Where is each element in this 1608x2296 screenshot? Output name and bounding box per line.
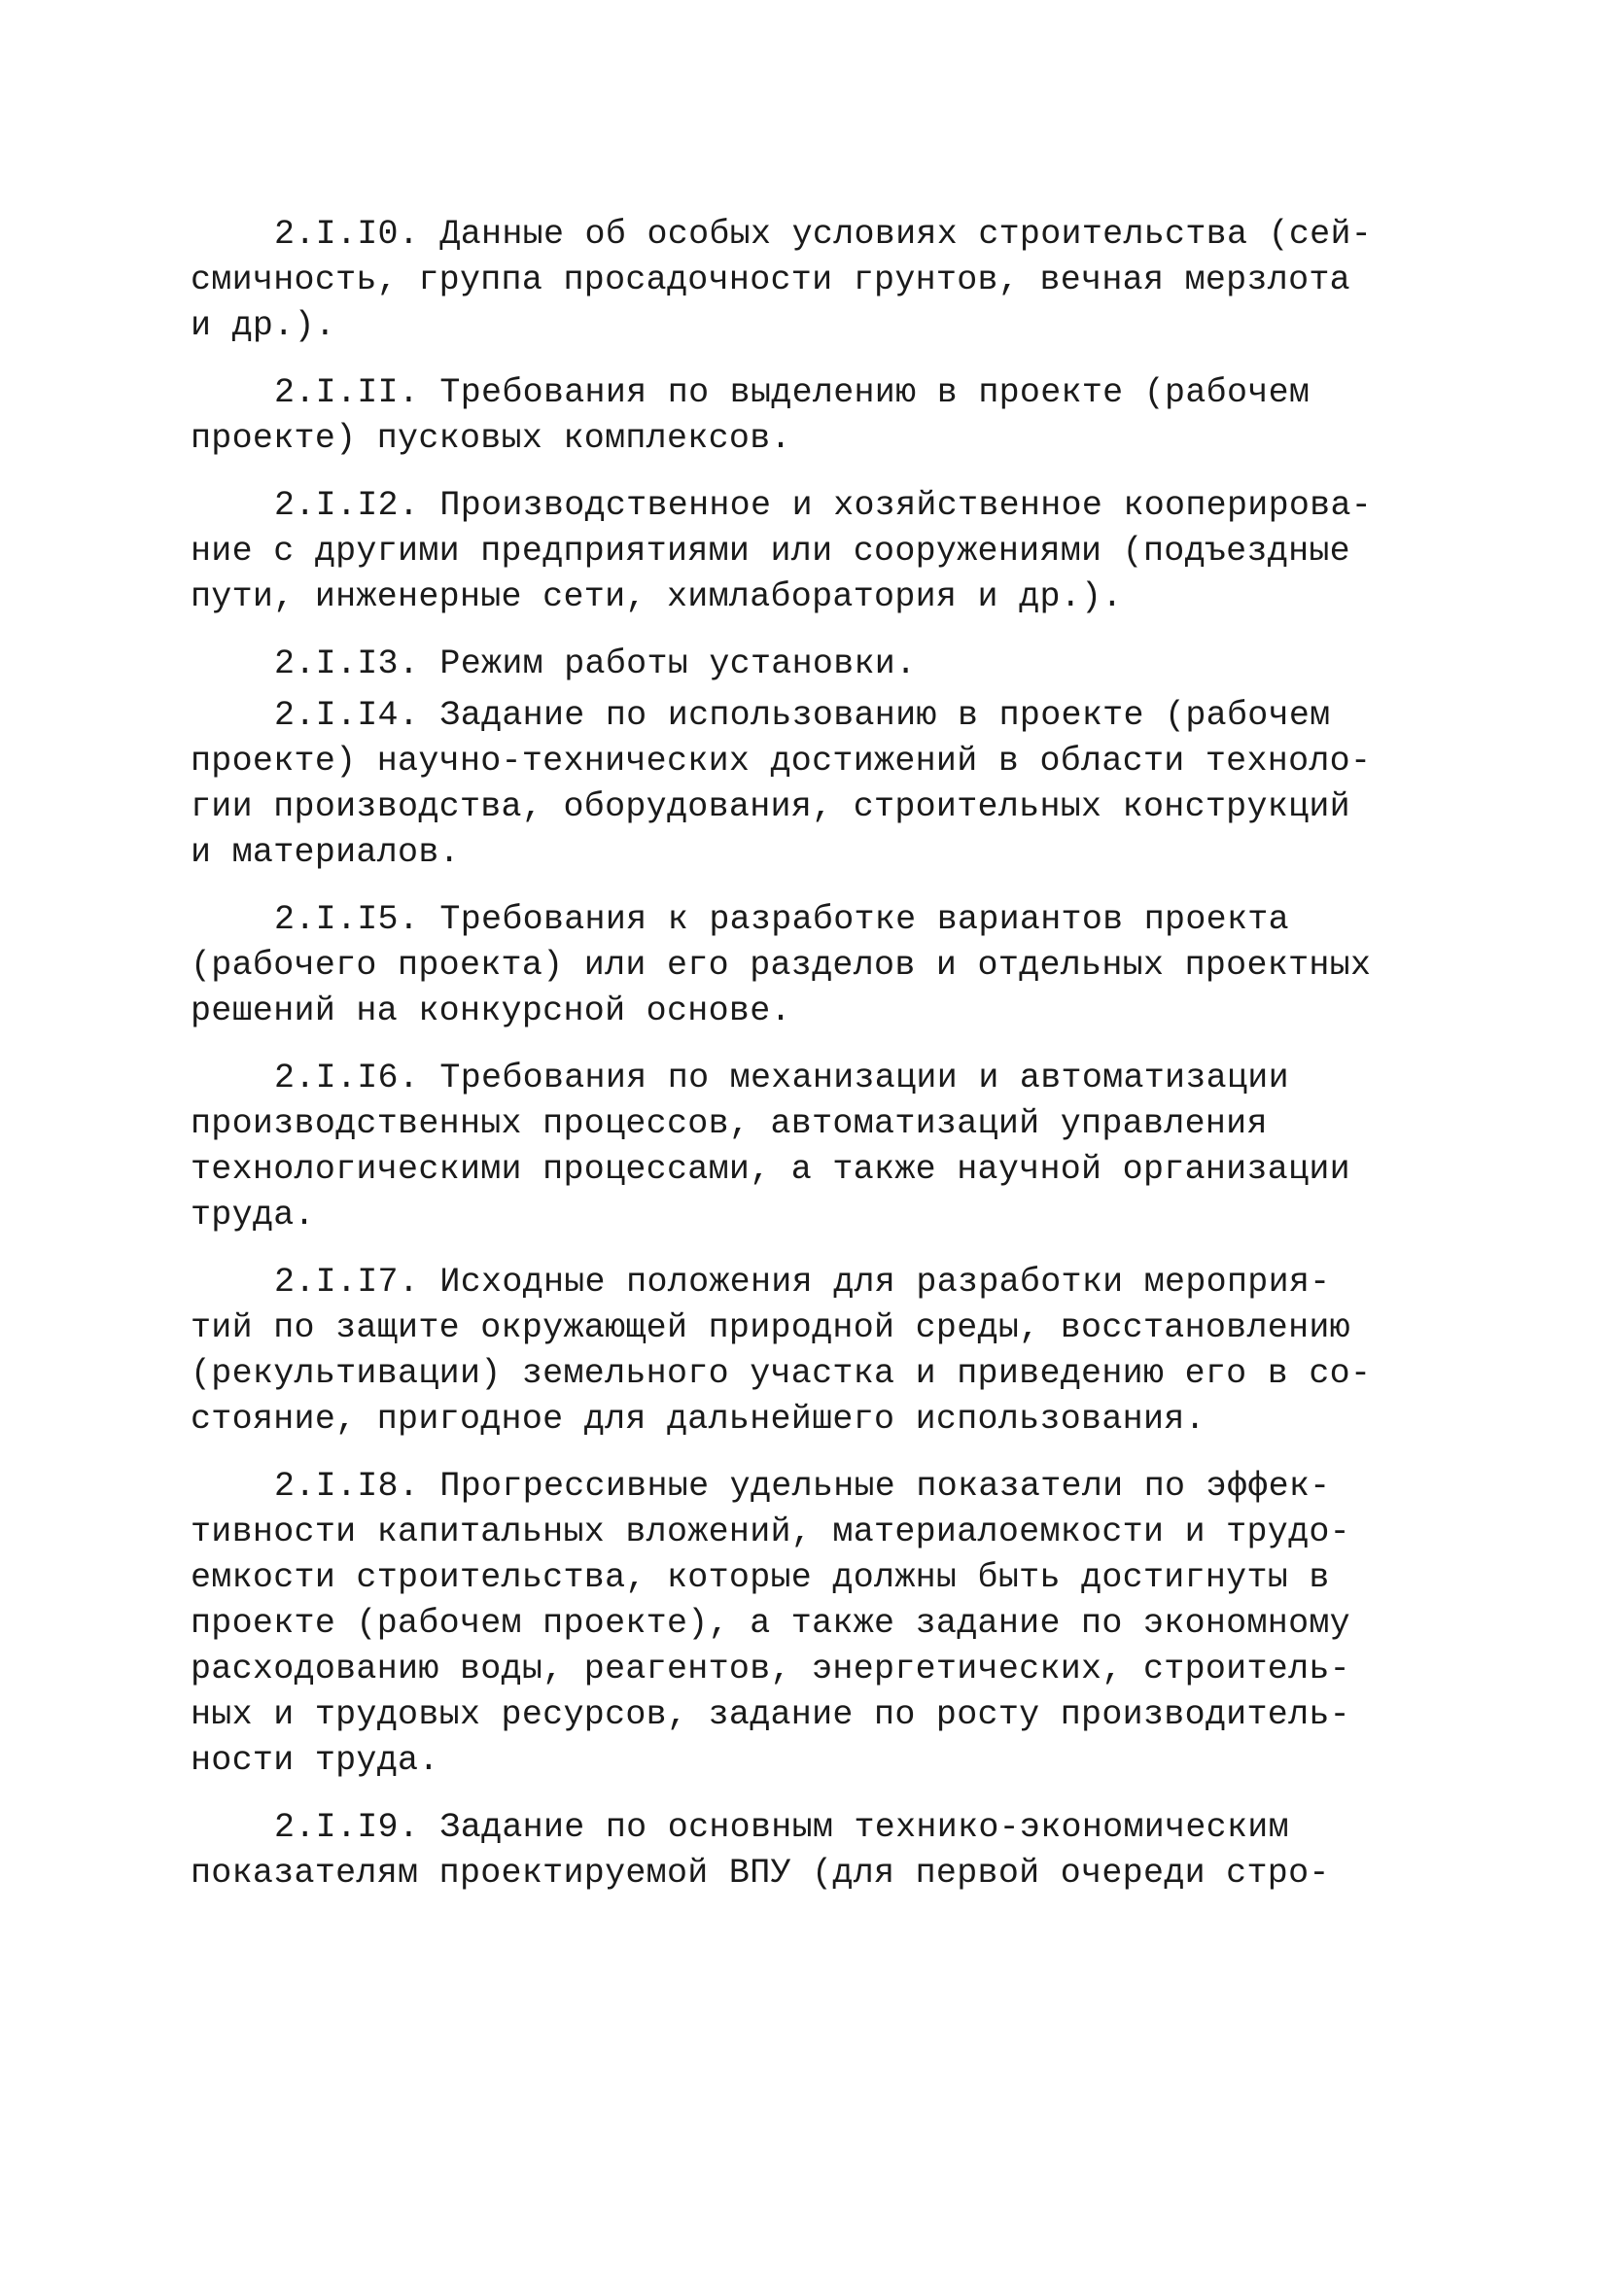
paragraph-2-1-19 [191,1805,1425,1896]
paragraph-2-1-16 [191,1056,1425,1238]
paragraph-line: 2.I.I3. Режим работы установки. [274,644,917,683]
paragraph-line: технологическими процессами, а также научной организации [191,1150,1350,1189]
paragraph-line: 2.I.I8. Прогрессивные удельные показатели по эффек- [274,1467,1331,1506]
paragraph-line: стояние, пригодное для дальнейшего использования. [191,1400,1206,1439]
paragraph-line: смичность, группа просадочности грунтов, вечная мерзлота [191,261,1350,299]
paragraph-line: ние с другими предприятиями или сооружениями (подъездные [191,532,1350,571]
paragraph-2-1-17 [191,1260,1425,1443]
paragraph-line: 2.I.I7. Исходные положения для разработки мероприя- [274,1263,1331,1302]
paragraph-line: и материалов. [191,833,460,872]
document-body [191,212,1425,1918]
paragraph-line: тий по защите окружающей природной среды, восстановлению [191,1308,1350,1347]
paragraph-line: гии производства, оборудования, строительных конструкций [191,787,1350,826]
paragraph-line: решений на конкурсной основе. [191,991,791,1030]
paragraph-line: 2.I.I2. Производственное и хозяйственное кооперирова- [274,486,1373,525]
paragraph-line: (рекультивации) земельного участка и приведению его в со- [191,1354,1372,1393]
paragraph-line: 2.I.I9. Задание по основным технико-экономическим [274,1808,1289,1847]
paragraph-line: 2.I.II. Требования по выделению в проекте (рабочем [274,373,1311,412]
paragraph-line: проекте) пусковых комплексов. [191,419,791,458]
paragraph-line: емкости строительства, которые должны быть достигнуты в [191,1558,1330,1597]
paragraph-line: и др.). [191,306,336,345]
paragraph-line: (рабочего проекта) или его разделов и отдельных проектных [191,946,1372,985]
paragraph-2-1-18 [191,1464,1425,1784]
paragraph-2-1-11 [191,370,1425,462]
paragraph-2-1-10 [191,212,1425,349]
paragraph-line: 2.I.I6. Требования по механизации и автоматизации [274,1059,1289,1097]
paragraph-line: производственных процессов, автоматизаций управления [191,1104,1268,1143]
paragraph-2-1-12 [191,483,1425,620]
paragraph-line: показателям проектируемой ВПУ (для первой очереди стро- [191,1854,1330,1893]
paragraph-line: расходованию воды, реагентов, энергетических, строитель- [191,1650,1350,1688]
paragraph-2-1-13 [191,642,1425,687]
paragraph-2-1-15 [191,897,1425,1034]
paragraph-line: проекте) научно-технических достижений в области техноло- [191,742,1372,781]
paragraph-2-1-14 [191,693,1425,876]
paragraph-line: 2.I.I5. Требования к разработке вариантов проекта [274,900,1289,939]
paragraph-line: 2.I.I0. Данные об особых условиях строительства (сей- [274,215,1373,254]
paragraph-line: ных и трудовых ресурсов, задание по росту производитель- [191,1695,1350,1734]
paragraph-line: ности труда. [191,1741,439,1780]
paragraph-line: 2.I.I4. Задание по использованию в проекте (рабочем [274,696,1331,735]
paragraph-line: труда. [191,1196,315,1235]
paragraph-line: проекте (рабочем проекте), а также задание по экономному [191,1604,1350,1643]
paragraph-line: тивности капитальных вложений, материалоемкости и трудо- [191,1513,1350,1551]
paragraph-line: пути, инженерные сети, химлаборатория и др.). [191,577,1123,616]
